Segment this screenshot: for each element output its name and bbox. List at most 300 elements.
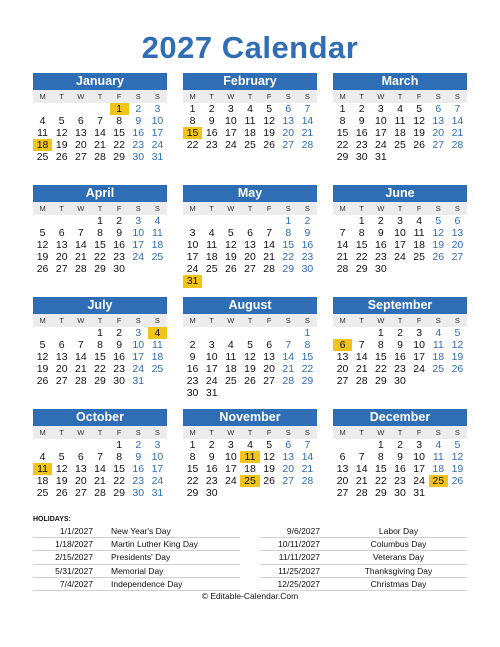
- weekday-label: W: [377, 428, 385, 437]
- day-cell: 27: [432, 139, 445, 152]
- weekday-label: S: [285, 316, 291, 325]
- day-cell: 25: [394, 139, 406, 152]
- weekday-label: S: [435, 316, 441, 325]
- empty-cell: [202, 215, 221, 227]
- weekday-label: S: [285, 428, 291, 437]
- empty-cell: [90, 103, 109, 115]
- day-cell: 13: [282, 115, 295, 128]
- day-cell: 30: [394, 487, 406, 500]
- day-cell: 13: [432, 115, 445, 128]
- day-cell: 3: [135, 215, 142, 227]
- empty-cell: [52, 439, 71, 451]
- weekday-label: W: [77, 316, 85, 325]
- day-cell: 17: [132, 239, 145, 252]
- day-cell: 2: [116, 215, 123, 227]
- month-november: [183, 409, 317, 499]
- day-cell: 26: [244, 375, 256, 388]
- day-cell: 1: [97, 215, 103, 227]
- day-cell: 4: [39, 451, 46, 464]
- weekday-label: M: [39, 428, 46, 437]
- day-cell: 4: [247, 439, 253, 451]
- day-cell: 7: [77, 339, 84, 352]
- day-cell: 19: [263, 463, 275, 476]
- day-cell: 22: [336, 139, 349, 152]
- day-cell: 12: [244, 351, 256, 364]
- day-cell: 14: [336, 239, 349, 252]
- day-cell: 20: [282, 127, 295, 140]
- weekday-label: T: [59, 92, 64, 101]
- day-cell: 15: [94, 239, 106, 252]
- day-cell: 13: [244, 239, 256, 252]
- day-cell: 6: [77, 115, 84, 128]
- day-cell: 7: [77, 227, 84, 240]
- day-grid: [183, 439, 317, 499]
- day-cell: 13: [336, 463, 349, 476]
- holiday-name: Columbus Day: [370, 539, 427, 550]
- day-cell: 22: [94, 251, 106, 264]
- holiday-row: [260, 525, 467, 538]
- day-cell: 18: [151, 239, 164, 252]
- weekday-label: S: [154, 204, 160, 213]
- day-cell: 6: [454, 215, 461, 227]
- day-cell: 11: [206, 239, 218, 252]
- day-cell: 5: [416, 103, 423, 115]
- weekday-label: S: [154, 316, 160, 325]
- holiday-day-cell: 4: [148, 327, 167, 339]
- day-cell: 7: [339, 227, 346, 240]
- day-cell: 27: [263, 375, 275, 388]
- day-cell: 10: [225, 451, 237, 464]
- day-cell: 27: [336, 375, 349, 388]
- weekday-label: S: [154, 428, 160, 437]
- weekday-label: F: [416, 316, 422, 325]
- day-cell: 5: [227, 227, 234, 240]
- day-cell: 20: [244, 251, 256, 264]
- day-cell: 12: [55, 463, 68, 476]
- empty-cell: [240, 327, 259, 339]
- day-cell: 23: [113, 363, 125, 376]
- holiday-date: 1/1/2027: [59, 526, 93, 536]
- day-grid: [333, 327, 467, 387]
- day-cell: 2: [208, 103, 215, 115]
- empty-cell: [183, 327, 202, 339]
- holiday-date: 2/15/2027: [55, 552, 93, 563]
- day-cell: 28: [75, 375, 87, 388]
- day-cell: 16: [132, 463, 145, 476]
- holiday-row: [33, 525, 240, 538]
- day-cell: 4: [208, 227, 215, 240]
- day-cell: 5: [39, 339, 46, 352]
- day-cell: 25: [225, 375, 237, 388]
- day-cell: 8: [339, 115, 346, 128]
- weekday-label: M: [189, 316, 196, 325]
- weekday-label: W: [227, 316, 235, 325]
- day-cell: 17: [413, 463, 425, 476]
- day-cell: 26: [451, 363, 464, 376]
- day-cell: 8: [116, 451, 123, 464]
- day-cell: 3: [227, 439, 234, 451]
- day-cell: 23: [113, 251, 125, 264]
- empty-cell: [352, 439, 371, 451]
- day-cell: 24: [225, 139, 237, 152]
- day-cell: 3: [154, 439, 161, 451]
- holiday-day-cell: 6: [333, 339, 352, 351]
- weekday-header: [333, 202, 467, 215]
- day-cell: 3: [416, 439, 423, 451]
- month-february: [183, 73, 317, 151]
- day-cell: 10: [132, 339, 145, 352]
- day-cell: 27: [75, 487, 87, 500]
- day-cell: 5: [39, 227, 46, 240]
- day-cell: 20: [55, 363, 68, 376]
- day-cell: 22: [375, 363, 387, 376]
- weekday-label: S: [285, 204, 291, 213]
- day-cell: 18: [36, 475, 49, 488]
- weekday-label: T: [59, 204, 64, 213]
- weekday-label: T: [359, 316, 364, 325]
- day-cell: 21: [282, 363, 295, 376]
- day-cell: 24: [394, 251, 406, 264]
- day-cell: 22: [375, 475, 387, 488]
- day-cell: 19: [36, 363, 49, 376]
- weekday-label: S: [435, 428, 441, 437]
- weekday-label: W: [227, 92, 235, 101]
- weekday-label: T: [97, 316, 103, 325]
- day-cell: 12: [451, 339, 464, 352]
- weekday-header: [183, 90, 317, 103]
- weekday-label: T: [247, 428, 253, 437]
- weekday-label: T: [359, 92, 364, 101]
- holiday-name: Memorial Day: [111, 565, 164, 576]
- empty-cell: [52, 327, 71, 339]
- day-cell: 29: [186, 487, 199, 500]
- day-cell: 24: [132, 363, 145, 376]
- day-cell: 26: [36, 263, 49, 276]
- weekday-label: S: [135, 92, 141, 101]
- weekday-label: T: [397, 428, 403, 437]
- day-cell: 27: [282, 475, 295, 488]
- empty-cell: [90, 439, 109, 451]
- day-cell: 14: [355, 351, 368, 364]
- day-cell: 2: [208, 439, 215, 451]
- day-cell: 26: [55, 151, 68, 164]
- holiday-day-cell: 25: [429, 475, 448, 487]
- holidays-right-column: [260, 525, 467, 591]
- day-cell: 24: [132, 251, 145, 264]
- day-cell: 8: [304, 339, 311, 352]
- day-cell: 19: [55, 139, 68, 152]
- holidays-title: HOLIDAYS:: [33, 516, 71, 523]
- day-cell: 2: [189, 339, 196, 352]
- weekday-label: F: [266, 316, 272, 325]
- day-cell: 21: [355, 475, 368, 488]
- weekday-header: [183, 314, 317, 327]
- day-cell: 8: [377, 339, 384, 352]
- day-cell: 15: [113, 463, 125, 476]
- day-cell: 2: [377, 215, 384, 227]
- day-cell: 4: [39, 115, 46, 128]
- day-cell: 30: [186, 387, 199, 400]
- day-cell: 9: [397, 339, 403, 352]
- day-cell: 22: [282, 251, 295, 264]
- day-cell: 19: [451, 351, 464, 364]
- day-cell: 24: [375, 139, 387, 152]
- day-cell: 18: [432, 463, 445, 476]
- weekday-label: S: [454, 428, 460, 437]
- day-cell: 7: [358, 339, 365, 352]
- day-cell: 31: [375, 151, 387, 164]
- weekday-label: M: [39, 316, 46, 325]
- month-august: [183, 297, 317, 400]
- day-cell: 4: [435, 439, 442, 451]
- empty-cell: [260, 327, 279, 339]
- day-cell: 23: [301, 251, 314, 264]
- day-cell: 25: [205, 263, 218, 276]
- day-cell: 6: [247, 227, 253, 240]
- day-cell: 8: [116, 115, 123, 128]
- day-grid: [333, 439, 467, 499]
- day-cell: 3: [208, 339, 215, 352]
- day-cell: 29: [94, 375, 106, 388]
- weekday-label: S: [135, 316, 141, 325]
- day-cell: 11: [37, 127, 49, 140]
- day-cell: 19: [55, 475, 68, 488]
- day-cell: 26: [36, 375, 49, 388]
- day-cell: 28: [355, 375, 368, 388]
- weekday-header: [33, 90, 167, 103]
- day-cell: 20: [55, 251, 68, 264]
- day-cell: 23: [375, 251, 387, 264]
- day-cell: 27: [451, 251, 464, 264]
- holiday-date: 12/25/2027: [277, 578, 320, 589]
- holiday-day-cell: 15: [183, 127, 202, 139]
- weekday-header: [33, 202, 167, 215]
- empty-cell: [202, 327, 221, 339]
- weekday-header: [333, 314, 467, 327]
- day-cell: 30: [355, 151, 368, 164]
- day-cell: 4: [227, 339, 234, 352]
- day-cell: 8: [189, 451, 196, 464]
- day-cell: 26: [432, 251, 445, 264]
- holiday-day-cell: 18: [33, 139, 52, 151]
- day-cell: 26: [263, 475, 275, 488]
- weekday-label: M: [339, 428, 346, 437]
- day-cell: 12: [263, 115, 275, 128]
- weekday-label: F: [266, 204, 272, 213]
- day-cell: 14: [94, 127, 106, 140]
- weekday-label: M: [339, 204, 346, 213]
- day-cell: 17: [151, 463, 164, 476]
- day-cell: 20: [75, 475, 87, 488]
- day-cell: 24: [151, 139, 164, 152]
- day-cell: 16: [132, 127, 145, 140]
- empty-cell: [333, 327, 352, 339]
- holiday-name: Independence Day: [111, 578, 183, 589]
- day-cell: 17: [205, 363, 218, 376]
- weekday-label: T: [359, 428, 364, 437]
- weekday-label: F: [416, 92, 422, 101]
- day-cell: 17: [375, 127, 387, 140]
- month-title: November: [183, 409, 317, 426]
- day-cell: 9: [304, 227, 311, 240]
- day-cell: 7: [454, 103, 461, 115]
- weekday-label: F: [416, 428, 422, 437]
- day-cell: 10: [375, 115, 387, 128]
- day-cell: 21: [75, 363, 87, 376]
- day-cell: 12: [413, 115, 425, 128]
- day-cell: 16: [186, 363, 199, 376]
- day-cell: 7: [266, 227, 273, 240]
- month-june: [333, 185, 467, 275]
- day-cell: 31: [151, 151, 164, 164]
- day-cell: 20: [451, 239, 464, 252]
- empty-cell: [352, 327, 371, 339]
- day-cell: 25: [151, 251, 164, 264]
- weekday-label: S: [435, 204, 441, 213]
- day-cell: 3: [227, 103, 234, 115]
- day-cell: 10: [413, 451, 425, 464]
- empty-cell: [221, 215, 240, 227]
- day-cell: 12: [451, 451, 464, 464]
- day-cell: 10: [205, 351, 218, 364]
- holiday-date: 10/11/2027: [278, 539, 320, 550]
- day-cell: 25: [413, 251, 425, 264]
- weekday-label: W: [377, 204, 385, 213]
- day-cell: 2: [397, 327, 403, 339]
- day-cell: 29: [113, 151, 125, 164]
- weekday-label: M: [39, 92, 46, 101]
- day-cell: 20: [75, 139, 87, 152]
- weekday-label: W: [77, 428, 85, 437]
- holiday-row: [260, 551, 467, 564]
- day-cell: 4: [154, 215, 161, 227]
- day-cell: 9: [135, 115, 142, 128]
- day-cell: 27: [75, 151, 87, 164]
- day-cell: 16: [394, 463, 406, 476]
- holidays-left-column: [33, 525, 240, 591]
- day-cell: 27: [336, 487, 349, 500]
- day-cell: 18: [413, 239, 425, 252]
- day-cell: 11: [151, 339, 163, 352]
- weekday-label: T: [209, 204, 214, 213]
- day-cell: 9: [377, 227, 384, 240]
- weekday-label: S: [304, 316, 310, 325]
- day-cell: 9: [189, 351, 196, 364]
- day-cell: 19: [413, 127, 425, 140]
- day-cell: 17: [225, 127, 237, 140]
- holiday-row: [33, 565, 240, 578]
- day-cell: 28: [94, 487, 106, 500]
- day-cell: 10: [151, 451, 164, 464]
- weekday-label: T: [97, 428, 103, 437]
- day-cell: 6: [58, 339, 65, 352]
- day-cell: 30: [375, 263, 387, 276]
- empty-cell: [240, 215, 259, 227]
- weekday-label: T: [59, 428, 64, 437]
- day-cell: 29: [375, 487, 387, 500]
- weekday-label: W: [77, 204, 85, 213]
- empty-cell: [221, 327, 240, 339]
- weekday-label: S: [454, 92, 460, 101]
- day-cell: 26: [225, 263, 237, 276]
- weekday-label: W: [227, 428, 235, 437]
- day-cell: 29: [336, 151, 349, 164]
- day-cell: 17: [186, 251, 199, 264]
- day-cell: 29: [375, 375, 387, 388]
- day-cell: 3: [397, 215, 403, 227]
- weekday-label: T: [209, 92, 214, 101]
- holiday-day-cell: 31: [183, 275, 202, 287]
- day-cell: 25: [151, 363, 164, 376]
- day-cell: 5: [454, 327, 461, 339]
- day-cell: 13: [282, 451, 295, 464]
- day-cell: 1: [97, 327, 103, 339]
- holiday-row: [33, 538, 240, 551]
- day-cell: 12: [263, 451, 275, 464]
- weekday-label: M: [339, 316, 346, 325]
- holiday-day-cell: 25: [240, 475, 259, 487]
- day-cell: 23: [394, 475, 406, 488]
- day-cell: 31: [151, 487, 164, 500]
- day-cell: 1: [189, 103, 196, 115]
- day-cell: 22: [355, 251, 368, 264]
- day-cell: 30: [132, 487, 145, 500]
- day-cell: 9: [208, 115, 215, 128]
- month-july: [33, 297, 167, 387]
- day-cell: 21: [301, 463, 314, 476]
- day-grid: [183, 327, 317, 400]
- day-cell: 30: [113, 375, 125, 388]
- day-cell: 20: [432, 127, 445, 140]
- weekday-label: T: [247, 316, 253, 325]
- holiday-date: 5/31/2027: [55, 565, 93, 576]
- day-cell: 17: [394, 239, 406, 252]
- month-may: [183, 185, 317, 288]
- month-march: [333, 73, 467, 163]
- day-cell: 11: [244, 115, 256, 128]
- day-cell: 14: [301, 451, 314, 464]
- holiday-row: [33, 551, 240, 564]
- day-cell: 28: [336, 263, 349, 276]
- month-december: [333, 409, 467, 499]
- day-cell: 25: [36, 487, 49, 500]
- day-cell: 15: [94, 351, 106, 364]
- day-cell: 17: [151, 127, 164, 140]
- empty-cell: [71, 215, 90, 227]
- weekday-header: [183, 202, 317, 215]
- weekday-label: T: [247, 92, 253, 101]
- weekday-label: S: [435, 92, 441, 101]
- day-cell: 18: [205, 251, 218, 264]
- day-cell: 23: [355, 139, 368, 152]
- day-cell: 23: [132, 139, 145, 152]
- day-cell: 16: [205, 463, 218, 476]
- day-cell: 10: [394, 227, 406, 240]
- day-cell: 24: [413, 475, 425, 488]
- day-cell: 27: [282, 139, 295, 152]
- empty-cell: [279, 327, 298, 339]
- month-title: August: [183, 297, 317, 314]
- day-cell: 16: [394, 351, 406, 364]
- weekday-label: S: [304, 92, 310, 101]
- day-cell: 27: [55, 263, 68, 276]
- day-cell: 13: [55, 239, 68, 252]
- day-grid: [33, 103, 167, 163]
- weekday-header: [33, 314, 167, 327]
- empty-cell: [333, 215, 352, 227]
- day-cell: 8: [189, 115, 196, 128]
- day-cell: 14: [355, 463, 368, 476]
